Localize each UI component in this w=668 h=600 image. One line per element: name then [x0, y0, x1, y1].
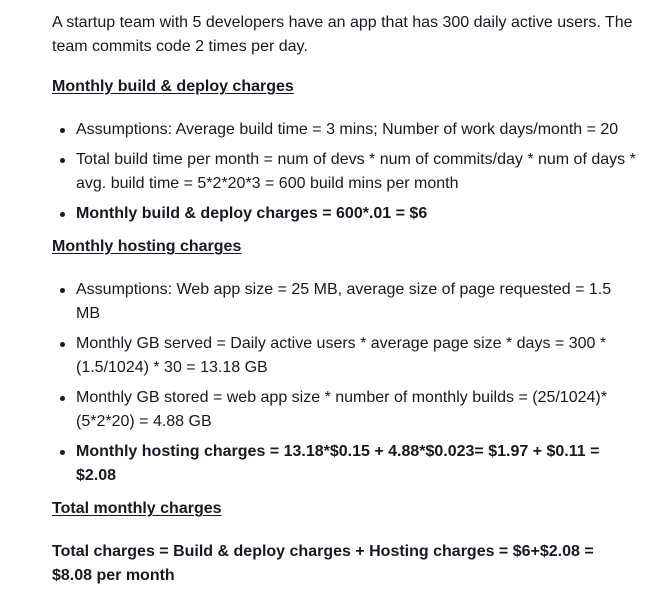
- hosting-heading: Monthly hosting charges: [52, 238, 242, 255]
- list-item: Monthly GB served = Daily active users * average page size * days = 300 * (1.5/1024) * 30 = 13.18 GB: [76, 332, 638, 380]
- list-item: Monthly GB stored = web app size * number of monthly builds = (25/1024)* (5*2*20) = 4.88 GB: [76, 386, 638, 434]
- list-item: Assumptions: Average build time = 3 mins; Number of work days/month = 20: [76, 118, 638, 142]
- total-heading: Total monthly charges: [52, 500, 222, 517]
- list-item: Monthly build & deploy charges = 600*.01 = $6: [76, 202, 638, 226]
- build-deploy-heading: Monthly build & deploy charges: [52, 78, 294, 95]
- total-charges-text: Total charges = Build & deploy charges + Hosting charges = $6+$2.08 = $8.08 per month: [52, 543, 594, 584]
- intro-paragraph: A startup team with 5 developers have an app that has 300 daily active users. The team commits code 2 times per day.: [52, 14, 633, 55]
- list-item: Monthly hosting charges = 13.18*$0.15 + 4.88*$0.023= $1.97 + $0.11 = $2.08: [76, 440, 638, 488]
- build-deploy-list: [52, 118, 668, 226]
- list-item: Assumptions: Web app size = 25 MB, average size of page requested = 1.5 MB: [76, 278, 638, 326]
- hosting-list: [52, 278, 668, 488]
- list-item: Total build time per month = num of devs * num of commits/day * num of days * avg. build time = 5*2*20*3 = 600 build mins per month: [76, 148, 638, 196]
